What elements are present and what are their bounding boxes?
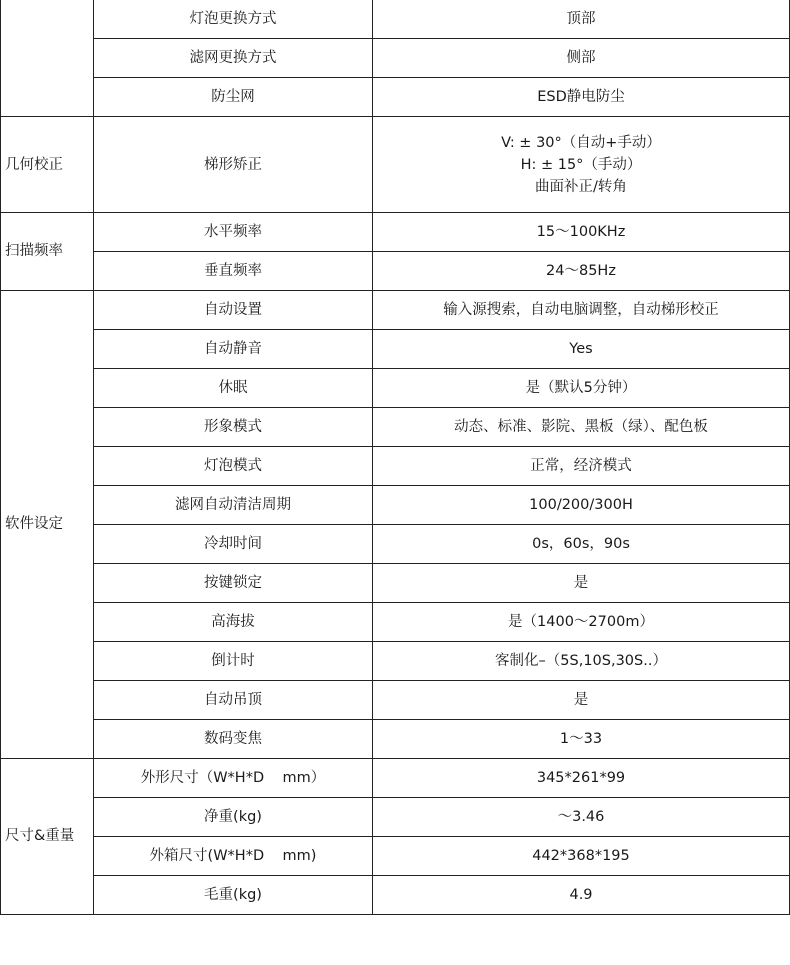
value-cell: 24～85Hz xyxy=(373,252,790,291)
item-cell: 外形尺寸（W*H*D mm） xyxy=(94,759,373,798)
item-cell: 休眠 xyxy=(94,369,373,408)
table-row xyxy=(1,78,790,117)
value-cell: Yes xyxy=(373,330,790,369)
table-row xyxy=(1,720,790,759)
item-cell: 毛重(kg) xyxy=(94,876,373,915)
category-cell-software: 软件设定 xyxy=(1,291,94,759)
item-cell: 外箱尺寸(W*H*D mm) xyxy=(94,837,373,876)
item-cell: 自动静音 xyxy=(94,330,373,369)
item-cell: 梯形矫正 xyxy=(94,117,373,213)
item-cell: 数码变焦 xyxy=(94,720,373,759)
table-row xyxy=(1,291,790,330)
value-cell: 动态、标准、影院、黑板（绿）、配色板 xyxy=(373,408,790,447)
value-cell: ESD静电防尘 xyxy=(373,78,790,117)
item-cell: 垂直频率 xyxy=(94,252,373,291)
item-cell: 净重(kg) xyxy=(94,798,373,837)
value-cell: 侧部 xyxy=(373,39,790,78)
table-row xyxy=(1,0,790,39)
table-row xyxy=(1,447,790,486)
table-row xyxy=(1,252,790,291)
item-cell: 自动设置 xyxy=(94,291,373,330)
value-cell: 是（默认5分钟） xyxy=(373,369,790,408)
category-cell-blank xyxy=(1,0,94,117)
table-row xyxy=(1,330,790,369)
table-row xyxy=(1,525,790,564)
table-row xyxy=(1,486,790,525)
item-cell: 水平频率 xyxy=(94,213,373,252)
item-cell: 滤网自动清洁周期 xyxy=(94,486,373,525)
table-row xyxy=(1,213,790,252)
table-row xyxy=(1,369,790,408)
table-row xyxy=(1,564,790,603)
item-cell: 防尘网 xyxy=(94,78,373,117)
value-cell: 客制化–（5S,10S,30S..） xyxy=(373,642,790,681)
item-cell: 灯泡模式 xyxy=(94,447,373,486)
table-row xyxy=(1,798,790,837)
value-cell: 4.9 xyxy=(373,876,790,915)
table-row xyxy=(1,876,790,915)
value-cell-keystone xyxy=(373,117,790,213)
value-cell: 100/200/300H xyxy=(373,486,790,525)
value-cell: ～3.46 xyxy=(373,798,790,837)
value-cell: 是 xyxy=(373,681,790,720)
table-row xyxy=(1,408,790,447)
item-cell: 高海拔 xyxy=(94,603,373,642)
value-line: 曲面补正/转角 xyxy=(535,178,627,195)
value-cell: 是 xyxy=(373,564,790,603)
value-cell: 输入源搜索，自动电脑调整，自动梯形校正 xyxy=(373,291,790,330)
item-cell: 滤网更换方式 xyxy=(94,39,373,78)
value-cell: 345*261*99 xyxy=(373,759,790,798)
value-cell: 正常，经济模式 xyxy=(373,447,790,486)
item-cell: 按键锁定 xyxy=(94,564,373,603)
table-row xyxy=(1,642,790,681)
category-cell-geometry: 几何校正 xyxy=(1,117,94,213)
table-row xyxy=(1,759,790,798)
item-cell: 形象模式 xyxy=(94,408,373,447)
table-row xyxy=(1,837,790,876)
value-cell: 15～100KHz xyxy=(373,213,790,252)
item-cell: 冷却时间 xyxy=(94,525,373,564)
value-cell: 1～33 xyxy=(373,720,790,759)
table-row xyxy=(1,117,790,213)
value-cell: 0s，60s，90s xyxy=(373,525,790,564)
table-row xyxy=(1,39,790,78)
table-row xyxy=(1,603,790,642)
value-cell: 442*368*195 xyxy=(373,837,790,876)
item-cell: 倒计时 xyxy=(94,642,373,681)
value-cell: 是（1400～2700m） xyxy=(373,603,790,642)
item-cell: 灯泡更换方式 xyxy=(94,0,373,39)
category-cell-size-weight: 尺寸&重量 xyxy=(1,759,94,915)
item-cell: 自动吊顶 xyxy=(94,681,373,720)
value-cell: 顶部 xyxy=(373,0,790,39)
value-line: V: ± 30°（自动+手动） xyxy=(501,134,661,151)
value-line: H: ± 15°（手动） xyxy=(520,156,642,173)
category-cell-scan-frequency: 扫描频率 xyxy=(1,213,94,291)
table-row xyxy=(1,681,790,720)
